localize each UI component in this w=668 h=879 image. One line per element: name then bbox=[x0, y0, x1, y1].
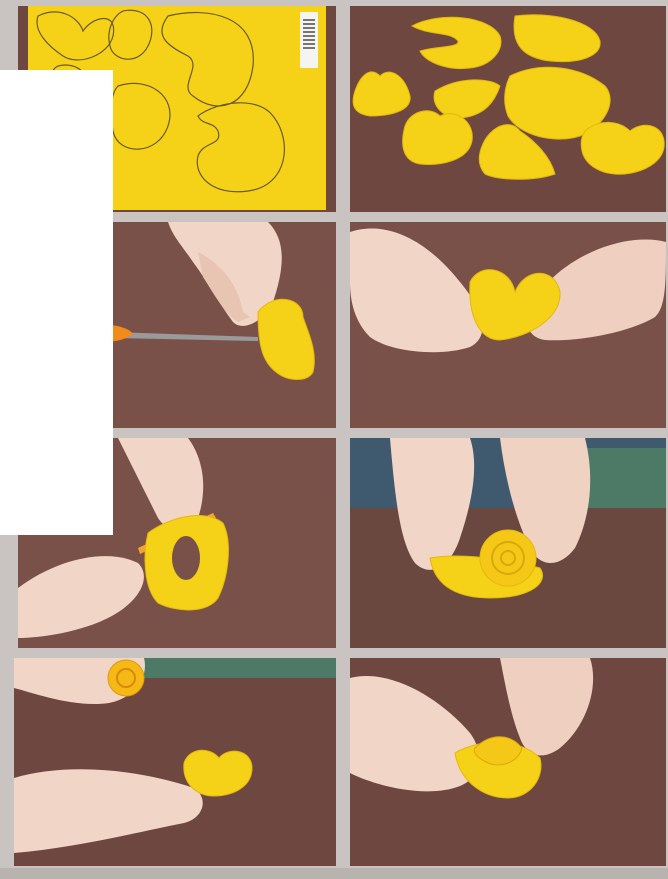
rolling-center-image bbox=[350, 438, 666, 648]
step-7-photo bbox=[14, 658, 336, 866]
folding-petal-image bbox=[350, 222, 666, 428]
step-6-photo bbox=[350, 438, 666, 648]
collage-bottom-strip bbox=[0, 868, 668, 879]
cut-petals-image bbox=[350, 6, 666, 212]
step-4-photo bbox=[350, 222, 666, 428]
bud-and-petal-image bbox=[14, 658, 336, 866]
step-2-photo bbox=[350, 6, 666, 212]
assembling-rose-image bbox=[350, 658, 666, 866]
white-overlay-block bbox=[0, 70, 113, 535]
step-8-photo bbox=[350, 658, 666, 866]
